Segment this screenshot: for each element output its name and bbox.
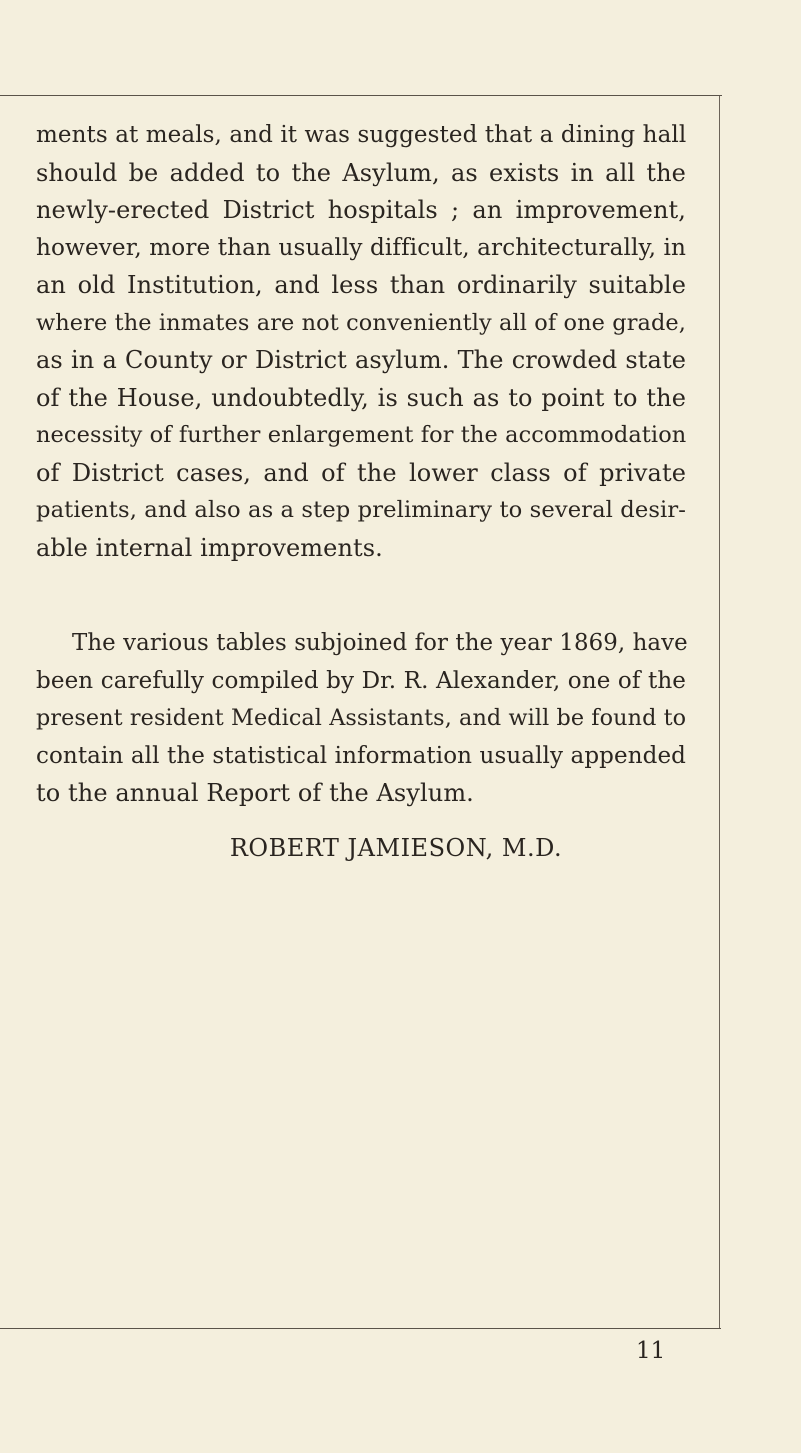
paragraph-line: been carefully compiled by Dr. R. Alexander, one of the <box>36 667 686 694</box>
paragraph-line: where the inmates are not conveniently all of one grade, <box>36 309 686 336</box>
right-rule <box>719 96 720 1328</box>
paragraph-line: of the House, undoubtedly, is such as to point to the <box>36 383 686 412</box>
paragraph-line: able internal improvements. <box>36 533 383 562</box>
signature: ROBERT JAMIESON, M.D. <box>229 834 563 862</box>
paragraph-line: ments at meals, and it was suggested that a dining hall <box>36 122 687 148</box>
paragraph-line: should be added to the Asylum, as exists in all the <box>36 158 686 187</box>
paragraph-line: necessity of further enlargement for the accommodation <box>36 422 687 448</box>
paragraph-line: an old Institution, and less than ordinarily suitable <box>36 271 686 299</box>
paragraph-line: patients, and also as a step preliminary to several desir- <box>36 497 687 523</box>
paragraph-line: of District cases, and of the lower class of private <box>36 458 686 487</box>
paragraph-line: contain all the statistical information usually appended <box>36 742 686 769</box>
top-rule <box>0 95 722 96</box>
page-number: 11 <box>636 1338 666 1364</box>
paragraph-line: as in a County or District asylum. The crowded state <box>36 346 686 374</box>
paragraph-line: present resident Medical Assistants, and will be found to <box>36 705 687 731</box>
paragraph-tables <box>36 625 686 813</box>
paragraph-line: The various tables subjoined for the year 1869, have <box>72 630 688 656</box>
bottom-rule <box>0 1328 721 1329</box>
paragraph-line: however, more than usually difficult, architecturally, in <box>36 234 686 261</box>
paragraph-line: newly-erected District hospitals ; an improvement, <box>36 196 686 224</box>
paragraph-line: to the annual Report of the Asylum. <box>36 779 474 807</box>
paragraph-continuation <box>36 117 686 567</box>
